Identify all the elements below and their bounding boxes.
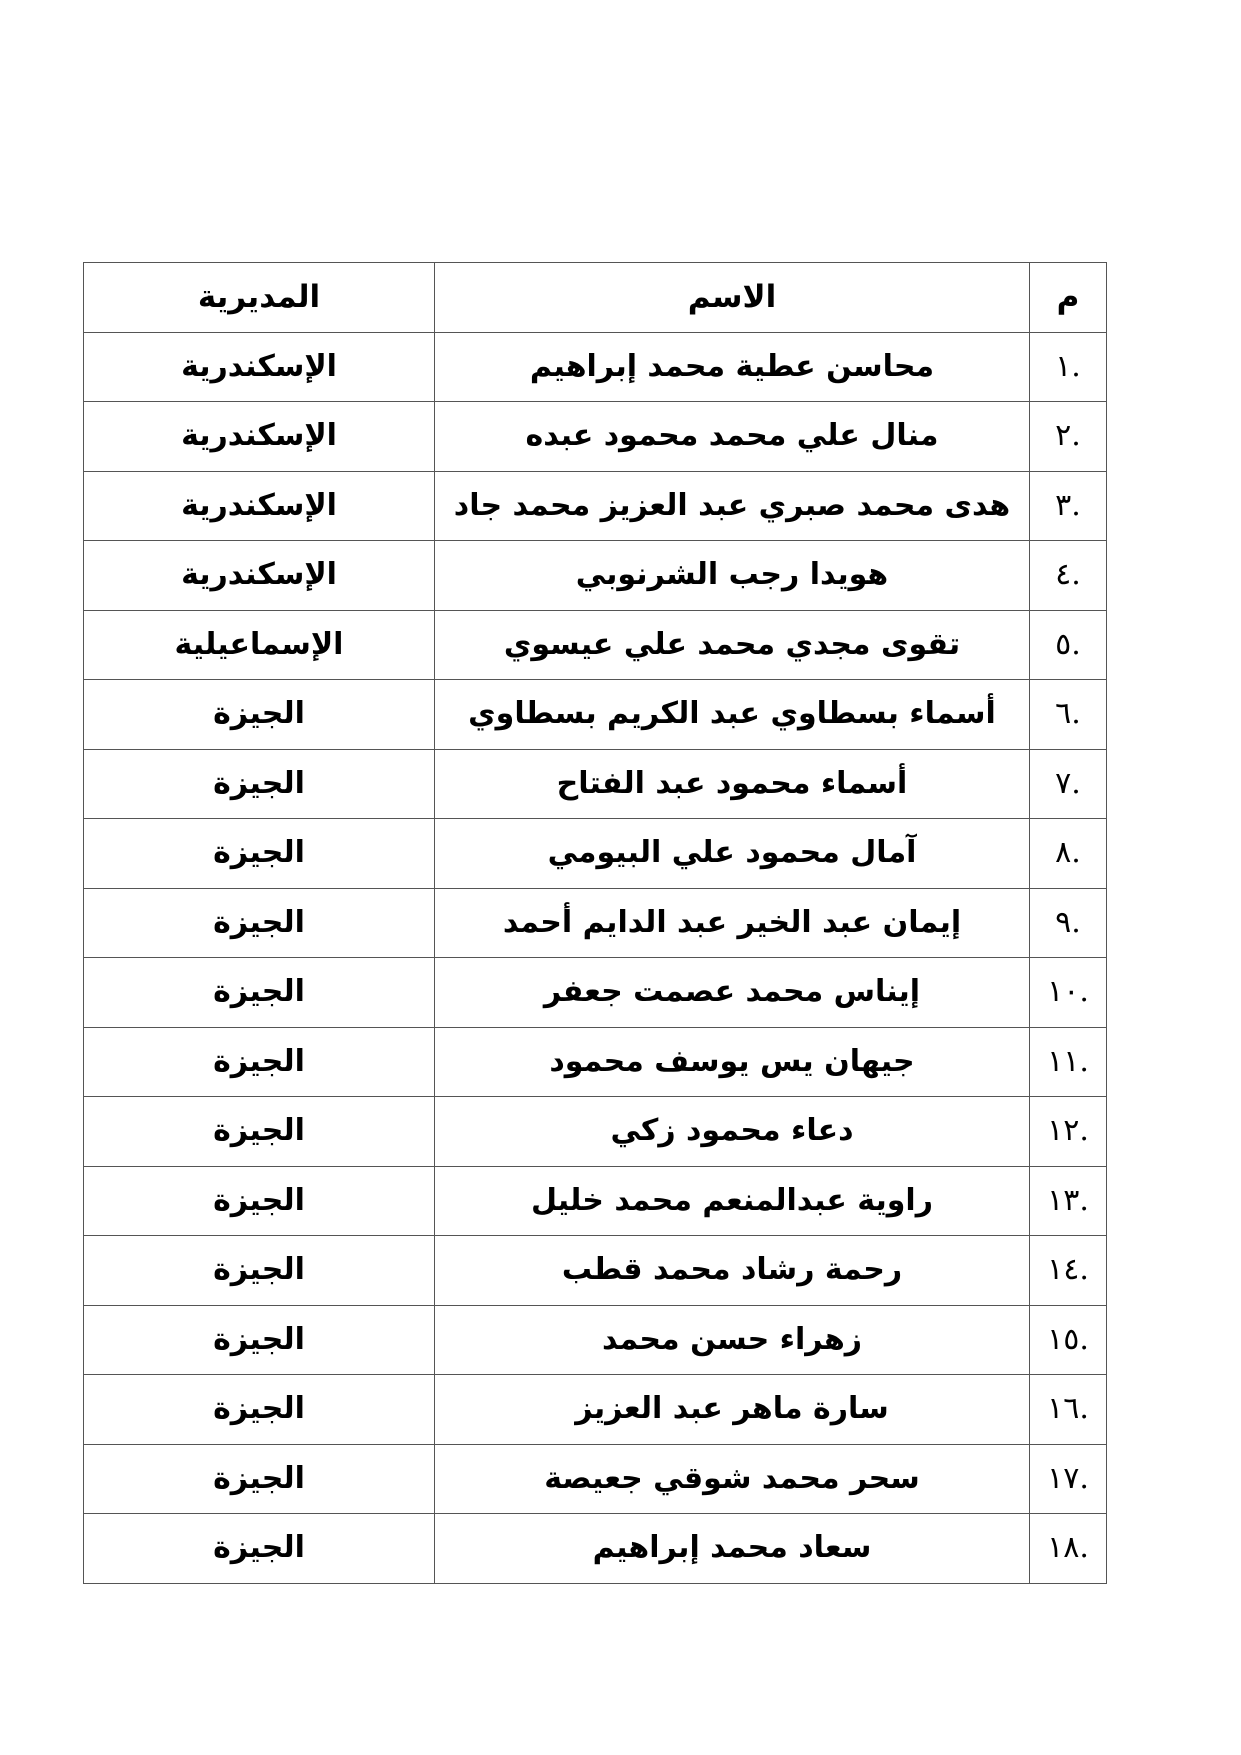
row-directorate: الإسماعيلية (84, 610, 435, 680)
table-row (84, 1097, 1107, 1167)
row-name: سارة ماهر عبد العزيز (435, 1375, 1030, 1445)
row-number: .١٠ (1030, 958, 1107, 1028)
row-name: هويدا رجب الشرنوبي (435, 541, 1030, 611)
names-table (83, 262, 1107, 1584)
row-directorate: الجيزة (84, 1027, 435, 1097)
row-number: .٣ (1030, 471, 1107, 541)
row-number: .٩ (1030, 888, 1107, 958)
table-row (84, 332, 1107, 402)
row-number: .١٤ (1030, 1236, 1107, 1306)
row-name: سحر محمد شوقي جعيصة (435, 1444, 1030, 1514)
row-directorate: الجيزة (84, 958, 435, 1028)
table-row (84, 1375, 1107, 1445)
row-number: .١٨ (1030, 1514, 1107, 1584)
table-row (84, 1514, 1107, 1584)
table-row (84, 471, 1107, 541)
row-number: .٧ (1030, 749, 1107, 819)
table-row (84, 1444, 1107, 1514)
row-name: جيهان يس يوسف محمود (435, 1027, 1030, 1097)
table-row (84, 680, 1107, 750)
row-name: تقوى مجدي محمد علي عيسوي (435, 610, 1030, 680)
table-row (84, 888, 1107, 958)
row-number: .٤ (1030, 541, 1107, 611)
row-directorate: الجيزة (84, 1236, 435, 1306)
table-row (84, 1305, 1107, 1375)
row-name: محاسن عطية محمد إبراهيم (435, 332, 1030, 402)
table-row (84, 541, 1107, 611)
table-body (84, 332, 1107, 1583)
table-row (84, 749, 1107, 819)
row-directorate: الجيزة (84, 1097, 435, 1167)
row-number: .١٥ (1030, 1305, 1107, 1375)
table-row (84, 610, 1107, 680)
row-number: .١٣ (1030, 1166, 1107, 1236)
row-number: .١٧ (1030, 1444, 1107, 1514)
row-directorate: الجيزة (84, 1444, 435, 1514)
row-directorate: الجيزة (84, 1166, 435, 1236)
row-directorate: الجيزة (84, 819, 435, 889)
row-number: .٥ (1030, 610, 1107, 680)
row-directorate: الجيزة (84, 680, 435, 750)
row-name: رحمة رشاد محمد قطب (435, 1236, 1030, 1306)
row-number: .٦ (1030, 680, 1107, 750)
row-name: سعاد محمد إبراهيم (435, 1514, 1030, 1584)
row-name: آمال محمود علي البيومي (435, 819, 1030, 889)
row-name: أسماء بسطاوي عبد الكريم بسطاوي (435, 680, 1030, 750)
row-name: منال علي محمد محمود عبده (435, 402, 1030, 472)
row-number: .١ (1030, 332, 1107, 402)
row-name: إيمان عبد الخير عبد الدايم أحمد (435, 888, 1030, 958)
table-row (84, 1166, 1107, 1236)
header-name: الاسم (435, 263, 1030, 333)
table-row (84, 402, 1107, 472)
row-directorate: الجيزة (84, 749, 435, 819)
row-directorate: الجيزة (84, 1375, 435, 1445)
row-number: .١٢ (1030, 1097, 1107, 1167)
row-directorate: الجيزة (84, 1514, 435, 1584)
row-directorate: الإسكندرية (84, 541, 435, 611)
row-name: هدى محمد صبري عبد العزيز محمد جاد (435, 471, 1030, 541)
row-directorate: الإسكندرية (84, 402, 435, 472)
row-name: راوية عبدالمنعم محمد خليل (435, 1166, 1030, 1236)
row-name: أسماء محمود عبد الفتاح (435, 749, 1030, 819)
header-directorate: المديرية (84, 263, 435, 333)
row-name: إيناس محمد عصمت جعفر (435, 958, 1030, 1028)
header-row (84, 263, 1107, 333)
table-row (84, 819, 1107, 889)
row-name: دعاء محمود زكي (435, 1097, 1030, 1167)
row-directorate: الإسكندرية (84, 471, 435, 541)
row-number: .١٦ (1030, 1375, 1107, 1445)
row-directorate: الإسكندرية (84, 332, 435, 402)
table-row (84, 1236, 1107, 1306)
row-directorate: الجيزة (84, 1305, 435, 1375)
table-row (84, 958, 1107, 1028)
table-header (84, 263, 1107, 333)
row-name: زهراء حسن محمد (435, 1305, 1030, 1375)
table-row (84, 1027, 1107, 1097)
row-number: .٨ (1030, 819, 1107, 889)
row-number: .٢ (1030, 402, 1107, 472)
row-directorate: الجيزة (84, 888, 435, 958)
row-number: .١١ (1030, 1027, 1107, 1097)
header-number: م (1030, 263, 1107, 333)
